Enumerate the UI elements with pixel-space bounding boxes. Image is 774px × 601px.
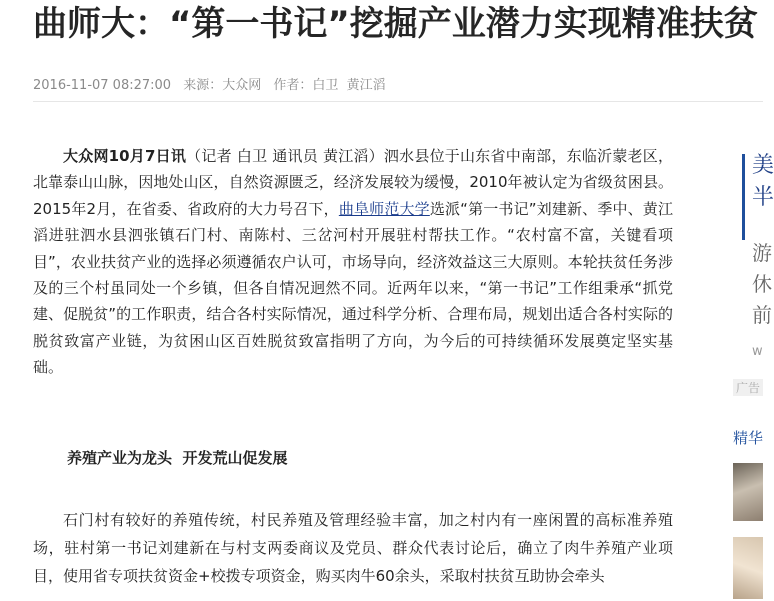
sidebar-headline[interactable]: 美 半 — [752, 153, 774, 210]
ad-badge: 广告 — [733, 379, 763, 396]
publish-datetime: 2016-11-07 08:27:00 — [33, 78, 172, 93]
source-link[interactable]: 大众网 — [222, 78, 262, 93]
section-subheading: 养殖产业为龙头 开发荒山促发展 — [67, 449, 288, 467]
author-names: 白卫 黄江滔 — [312, 78, 386, 93]
article-body-2 — [33, 506, 673, 590]
article-title: 曲师大：“第一书记”挖掘产业潜力实现精准扶贫 — [33, 4, 758, 44]
sidebar-thumbnail[interactable] — [733, 537, 763, 599]
author — [273, 78, 385, 93]
author-label: 作者： — [273, 78, 313, 93]
sidebar-description: 游 休 前 — [752, 241, 772, 327]
university-link[interactable]: 曲阜师范大学 — [338, 199, 430, 218]
lead-text-2: 选派“第一书记”刘建新、季中、黄江滔进驻泗水县泗张镇石门村、南陈村、三岔河村开展驻村帮扶工作。“农村富不富，关键看项目”，农业扶贫产业的选择必须遵循农户认可，市场导向，经济效益这三大原则。本轮扶贫任务涉及的三个村虽同处一个乡镇，但各自情况迥然不同。近两年以来，“第一书记”工作组秉承“抓党建、促脱贫”的工作职责，结合各村实际情况，通过科学分析、合理布局，规划出适合各村实际的脱贫致富产业链，为贫困山区百姓脱贫致富指明了方向，为今后的可持续循环发展奠定坚实基础。 — [33, 199, 673, 377]
lead-dateline: 大众网10月7日讯 — [63, 147, 187, 165]
sidebar-section-title: 精华 — [733, 429, 764, 447]
lead-text-1: （记者 白卫 通讯员 黄江滔）泗水县位于山东省中南部，东临沂蒙老区，北靠泰山山脉，因地处山区，自然资源匮乏，经济发展较为缓慢，2010年被认定为省级贫困县。2015年2月，在省委、省政府的大力号召下， — [33, 147, 674, 218]
sidebar-accent-bar — [742, 154, 745, 240]
sidebar-fragment: w — [752, 344, 763, 359]
lead-paragraph — [33, 143, 673, 381]
source-label: 来源： — [183, 78, 223, 93]
paragraph-2: 石门村有较好的养殖传统，村民养殖及管理经验丰富，加之村内有一座闲置的高标准养殖场，驻村第一书记刘建新在与村支两委商议及党员、群众代表讨论后，确立了肉牛养殖产业项目，使用省专项扶贫资金+校拨专项资金，购买肉牛60余头，采取村扶贫互助协会牵头 — [33, 511, 673, 585]
article-meta — [33, 74, 394, 93]
source — [183, 78, 261, 93]
sidebar-thumbnail[interactable] — [733, 463, 763, 521]
meta-divider — [33, 101, 763, 102]
article-body — [33, 143, 673, 381]
